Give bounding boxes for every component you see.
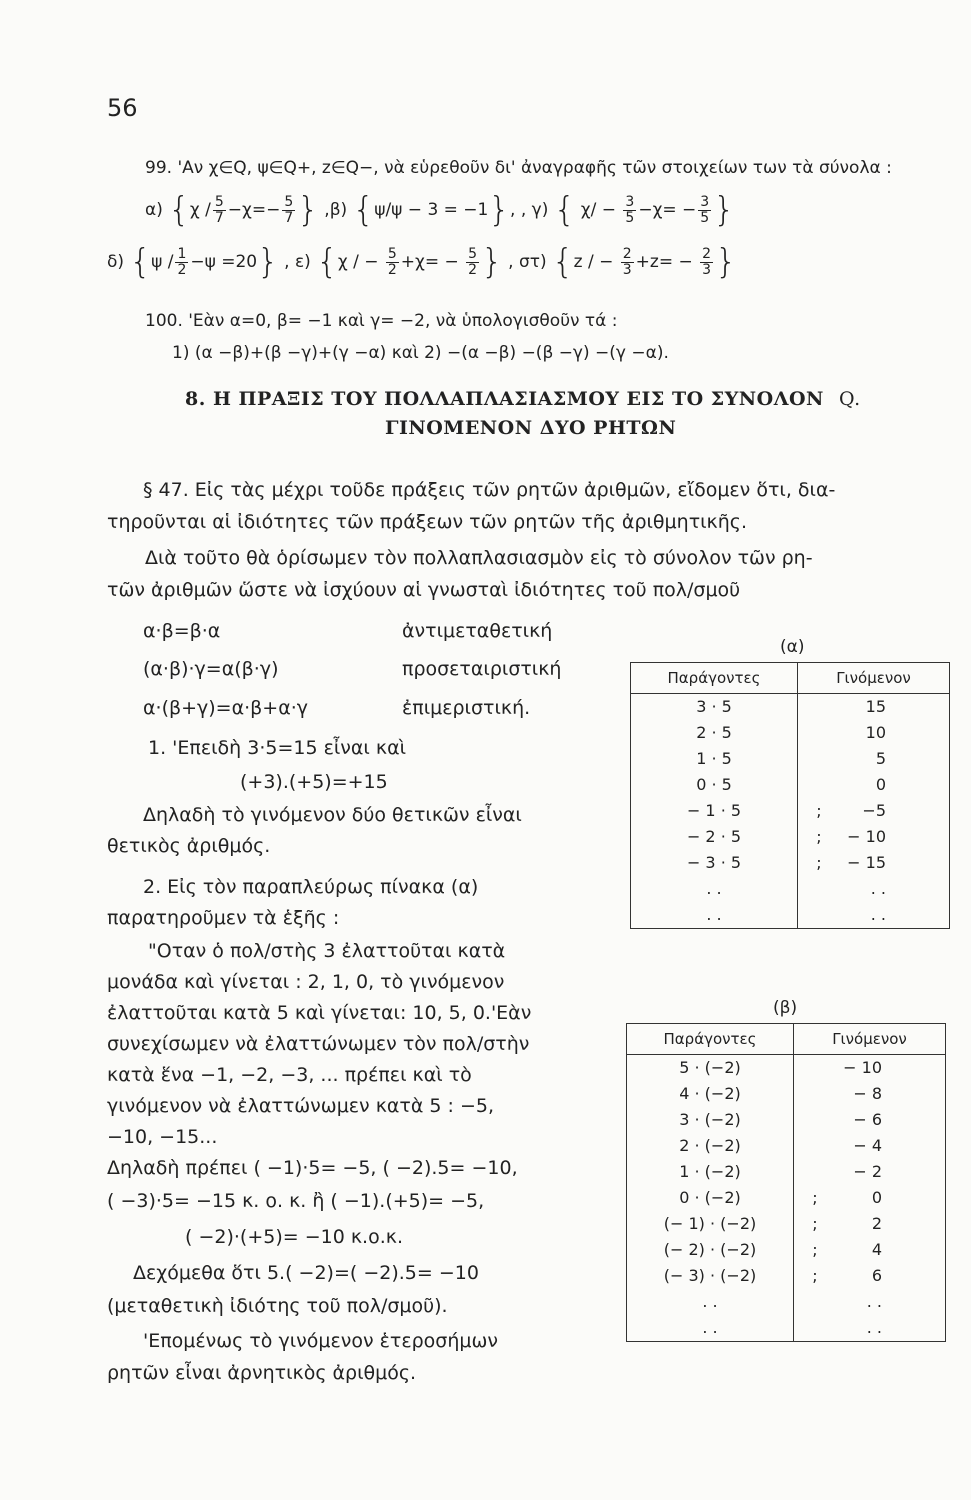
fraction: $\frac{3}{5}$: [700, 193, 710, 226]
factors-cell: (− 1) · (−2): [627, 1211, 794, 1237]
product-cell: [794, 1107, 946, 1133]
table-row: [631, 850, 950, 876]
factors-cell: . .: [631, 876, 798, 902]
ex99-d-label: δ): [107, 252, 125, 272]
product-value: 5: [875, 749, 886, 768]
property-formula: α·β=β·α: [143, 620, 221, 642]
product-value: . .: [866, 1292, 882, 1311]
factors-cell: − 3 · 5: [631, 850, 798, 876]
product-cell: [798, 798, 950, 824]
set-brace: }: [257, 242, 279, 282]
ex99-b-body: ψ/ψ − 3 = −1: [374, 200, 489, 220]
table-row: [631, 720, 950, 746]
table-row: [631, 772, 950, 798]
exercise-99-intro: 99. 'Αν χ∈Q, ψ∈Q+, z∈Q−, νὰ εὑρεθοῦν δι' ἀναγραφῆς τῶν στοιχείων των τὰ σύνολα :: [145, 158, 892, 178]
product-cell: [798, 694, 950, 721]
factors-cell: 5 · (−2): [627, 1055, 794, 1082]
table-row: [631, 798, 950, 824]
table-header: Παράγοντες: [627, 1024, 794, 1055]
product-value: − 10: [847, 827, 886, 846]
item1-line: θετικὸς ἀριθμός.: [107, 835, 271, 857]
product-value: . .: [870, 905, 886, 924]
table-header: Γινόμενον: [798, 663, 950, 694]
item2-line: συνεχίσωμεν νὰ ἐλαττώνωμεν τὸν πολ/στὴν: [107, 1033, 530, 1055]
table-row: [627, 1237, 946, 1263]
table-row: [627, 1055, 946, 1082]
item2-line: ( −3)·5= −15 κ. ο. κ. ἢ ( −1).(+5)= −5,: [107, 1190, 485, 1212]
row-separator: ;: [812, 1188, 818, 1207]
set-brace: {: [352, 190, 375, 230]
item1-line: 1. 'Επειδὴ 3·5=15 εἶναι καὶ: [148, 737, 407, 759]
product-cell: [794, 1081, 946, 1107]
product-value: 10: [865, 723, 886, 742]
set-brace: }: [488, 190, 511, 230]
fraction: $\frac{2}{3}$: [702, 245, 712, 278]
exercise-99-row1: α) {χ / $\frac{5}{7}$ −χ=− $\frac{5}{7}$ } ,β) {ψ/ψ − 3 = −1}, , γ) { χ/ − $\frac{3}{5}$ −χ= − $\frac{3}{5}$ }: [145, 190, 735, 230]
factors-cell: 2 · 5: [631, 720, 798, 746]
product-cell: [794, 1315, 946, 1342]
item2-line: "Οταν ὁ πολ/στὴς 3 ἐλαττοῦται κατὰ: [148, 940, 506, 962]
table-row: [627, 1185, 946, 1211]
property-formula: α·(β+γ)=α·β+α·γ: [143, 697, 309, 719]
product-value: . .: [870, 879, 886, 898]
item2-line: 'Επομένως τὸ γινόμενον ἑτεροσήμων: [143, 1330, 498, 1352]
table-header: Παράγοντες: [631, 663, 798, 694]
ex99-c-label: , γ): [520, 200, 549, 220]
factors-cell: (− 3) · (−2): [627, 1263, 794, 1289]
item2-line: −10, −15...: [107, 1126, 218, 1148]
item2-line: Δεχόμεθα ὅτι 5.( −2)=( −2).5= −10: [133, 1262, 479, 1284]
product-value: − 2: [853, 1162, 882, 1181]
product-cell: [798, 876, 950, 902]
item1-line: Δηλαδὴ τὸ γινόμενον δύο θετικῶν εἶναι: [143, 804, 522, 826]
table-row: [627, 1211, 946, 1237]
product-value: − 15: [847, 853, 886, 872]
product-cell: [794, 1237, 946, 1263]
item2-line: ( −2)·(+5)= −10 κ.ο.κ.: [185, 1226, 403, 1248]
property-formula: (α·β)·γ=α(β·γ): [143, 658, 279, 680]
table-row: [627, 1159, 946, 1185]
set-brace: {: [552, 242, 574, 282]
fraction: $\frac{5}{7}$: [284, 193, 294, 226]
fraction: $\frac{5}{2}$: [468, 245, 478, 278]
table-header: Γινόμενον: [794, 1024, 946, 1055]
item2-line: γινόμενον νὰ ἐλαττώνωμεν κατὰ 5 : −5,: [107, 1095, 495, 1117]
factors-cell: 1 · (−2): [627, 1159, 794, 1185]
paragraph-2-line1: Διὰ τοῦτο θὰ ὁρίσωμεν τὸν πολλαπλασιασμὸν εἰς τὸ σύνολον τῶν ρη-: [145, 547, 813, 569]
section-title-text: 8. Η ΠΡΑΞΙΣ ΤΟΥ ΠΟΛΛΑΠΛΑΣΙΑΣΜΟΥ ΕΙΣ ΤΟ ΣΥΝΟΛΟΝ: [185, 388, 824, 410]
factors-cell: − 1 · 5: [631, 798, 798, 824]
property-name: προσεταιριστική: [402, 658, 562, 680]
page-number: 56: [107, 94, 138, 122]
table-row: [627, 1133, 946, 1159]
product-value: 0: [871, 1188, 882, 1207]
section-title-line1: [185, 388, 861, 410]
product-cell: [798, 772, 950, 798]
set-brace: {: [168, 190, 190, 230]
product-value: . .: [866, 1318, 882, 1337]
product-cell: [794, 1133, 946, 1159]
paragraph-47-line1: § 47. Εἰς τὰς μέχρι τοῦδε πράξεις τῶν ρητῶν ἀριθμῶν, εἴδομεν ὅτι, δια-: [143, 479, 836, 501]
row-separator: ;: [816, 853, 822, 872]
row-separator: ;: [812, 1266, 818, 1285]
ex99-e-label: , ε): [284, 252, 311, 272]
set-brace: }: [715, 242, 737, 282]
item2-line: ἐλαττοῦται κατὰ 5 καὶ γίνεται: 10, 5, 0.'Εὰν: [107, 1002, 532, 1024]
paragraph-47-line2: τηροῦνται αἱ ἰδιότητες τῶν πράξεων τῶν ρητῶν τῆς ἀριθμητικῆς.: [107, 511, 747, 533]
table-row: [627, 1263, 946, 1289]
property-name: ἀντιμεταθετική: [402, 620, 553, 642]
product-cell: [794, 1289, 946, 1315]
product-value: 6: [871, 1266, 882, 1285]
table-row: [627, 1081, 946, 1107]
factors-cell: 0 · (−2): [627, 1185, 794, 1211]
set-brace: {: [129, 242, 152, 282]
exercise-100-intro: 100. 'Εὰν α=0, β= −1 καὶ γ= −2, νὰ ὑπολογισθοῦν τά :: [145, 311, 618, 331]
factors-cell: 4 · (−2): [627, 1081, 794, 1107]
ex99-a-label: α): [145, 200, 163, 220]
item1-line: (+3).(+5)=+15: [240, 771, 388, 793]
table-a: [630, 662, 950, 929]
product-value: − 10: [843, 1058, 882, 1077]
table-row: [631, 694, 950, 721]
item2-line: ρητῶν εἶναι ἀρνητικὸς ἀριθμός.: [107, 1362, 417, 1384]
row-separator: ;: [812, 1240, 818, 1259]
table-row: [627, 1107, 946, 1133]
fraction: $\frac{2}{3}$: [622, 245, 632, 278]
table-row: [627, 1315, 946, 1342]
row-separator: ;: [816, 801, 822, 820]
product-cell: [794, 1055, 946, 1082]
factors-cell: (− 2) · (−2): [627, 1237, 794, 1263]
fraction: $\frac{1}{2}$: [177, 245, 187, 278]
table-row: [627, 1289, 946, 1315]
product-cell: [798, 746, 950, 772]
table-row: [631, 902, 950, 929]
table-row: [631, 876, 950, 902]
item2-line: 2. Εἰς τὸν παραπλεύρως πίνακα (α): [143, 876, 479, 898]
factors-cell: . .: [627, 1315, 794, 1342]
set-brace: {: [316, 242, 338, 282]
product-value: 15: [865, 697, 886, 716]
ex99-b-label: ,β): [324, 200, 348, 220]
factors-cell: 1 · 5: [631, 746, 798, 772]
factors-cell: 0 · 5: [631, 772, 798, 798]
fraction: $\frac{3}{5}$: [625, 193, 635, 226]
table-a-caption: (α): [780, 637, 805, 657]
factors-cell: . .: [627, 1289, 794, 1315]
factors-cell: 3 · (−2): [627, 1107, 794, 1133]
product-value: 2: [871, 1214, 882, 1233]
rational-set-symbol: Q.: [838, 388, 861, 410]
item2-line: (μεταθετικὴ ἰδιότης τοῦ πολ/σμοῦ).: [107, 1295, 448, 1317]
factors-cell: 3 · 5: [631, 694, 798, 721]
property-name: ἐπιμεριστική.: [402, 697, 531, 719]
product-value: 4: [871, 1240, 882, 1259]
product-cell: [798, 720, 950, 746]
factors-cell: 2 · (−2): [627, 1133, 794, 1159]
set-brace: }: [713, 190, 735, 230]
product-cell: [798, 850, 950, 876]
set-brace: {: [553, 190, 576, 230]
product-value: − 6: [853, 1110, 882, 1129]
item2-line: Δηλαδὴ πρέπει ( −1)·5= −5, ( −2).5= −10,: [107, 1157, 518, 1179]
section-title-line2: ΓΙΝΟΜΕΝΟΝ ΔΥΟ ΡΗΤΩΝ: [385, 417, 677, 439]
ex99-st-label: , στ): [508, 252, 547, 272]
product-value: 0: [875, 775, 886, 794]
fraction: $\frac{5}{2}$: [387, 245, 397, 278]
paragraph-2-line2: τῶν ἀριθμῶν ὥστε νὰ ἰσχύουν αἱ γνωσταὶ ἰδιότητες τοῦ πολ/σμοῦ: [107, 579, 741, 601]
product-cell: [794, 1159, 946, 1185]
table-row: [631, 824, 950, 850]
product-cell: [794, 1211, 946, 1237]
row-separator: ;: [812, 1214, 818, 1233]
product-value: − 8: [853, 1084, 882, 1103]
set-brace: }: [481, 242, 503, 282]
factors-cell: − 2 · 5: [631, 824, 798, 850]
factors-cell: . .: [631, 902, 798, 929]
item2-line: παρατηροῦμεν τὰ ἑξῆς :: [107, 907, 340, 929]
row-separator: ;: [816, 827, 822, 846]
product-cell: [794, 1185, 946, 1211]
set-brace: }: [297, 190, 319, 230]
item2-line: μονάδα καὶ γίνεται : 2, 1, 0, τὸ γινόμενον: [107, 971, 505, 993]
exercise-99-row2: δ) {ψ / $\frac{1}{2}$ −ψ =20} , ε) {χ / − $\frac{5}{2}$ +χ= − $\frac{5}{2}$ } , στ) {z / − $\frac{2}{3}$ +z= − $\frac{2}{3}$ }: [107, 242, 737, 282]
table-b-caption: (β): [773, 998, 798, 1018]
product-cell: [798, 824, 950, 850]
exercise-100-items: 1) (α −β)+(β −γ)+(γ −α) καὶ 2) −(α −β) −(β −γ) −(γ −α).: [172, 343, 669, 363]
product-cell: [794, 1263, 946, 1289]
product-value: − 4: [853, 1136, 882, 1155]
fraction: $\frac{5}{7}$: [214, 193, 224, 226]
item2-line: κατὰ ἕνα −1, −2, −3, ... πρέπει καὶ τὸ: [107, 1064, 472, 1086]
table-row: [631, 746, 950, 772]
table-b: [626, 1023, 946, 1342]
product-cell: [798, 902, 950, 929]
product-value: −5: [862, 801, 886, 820]
